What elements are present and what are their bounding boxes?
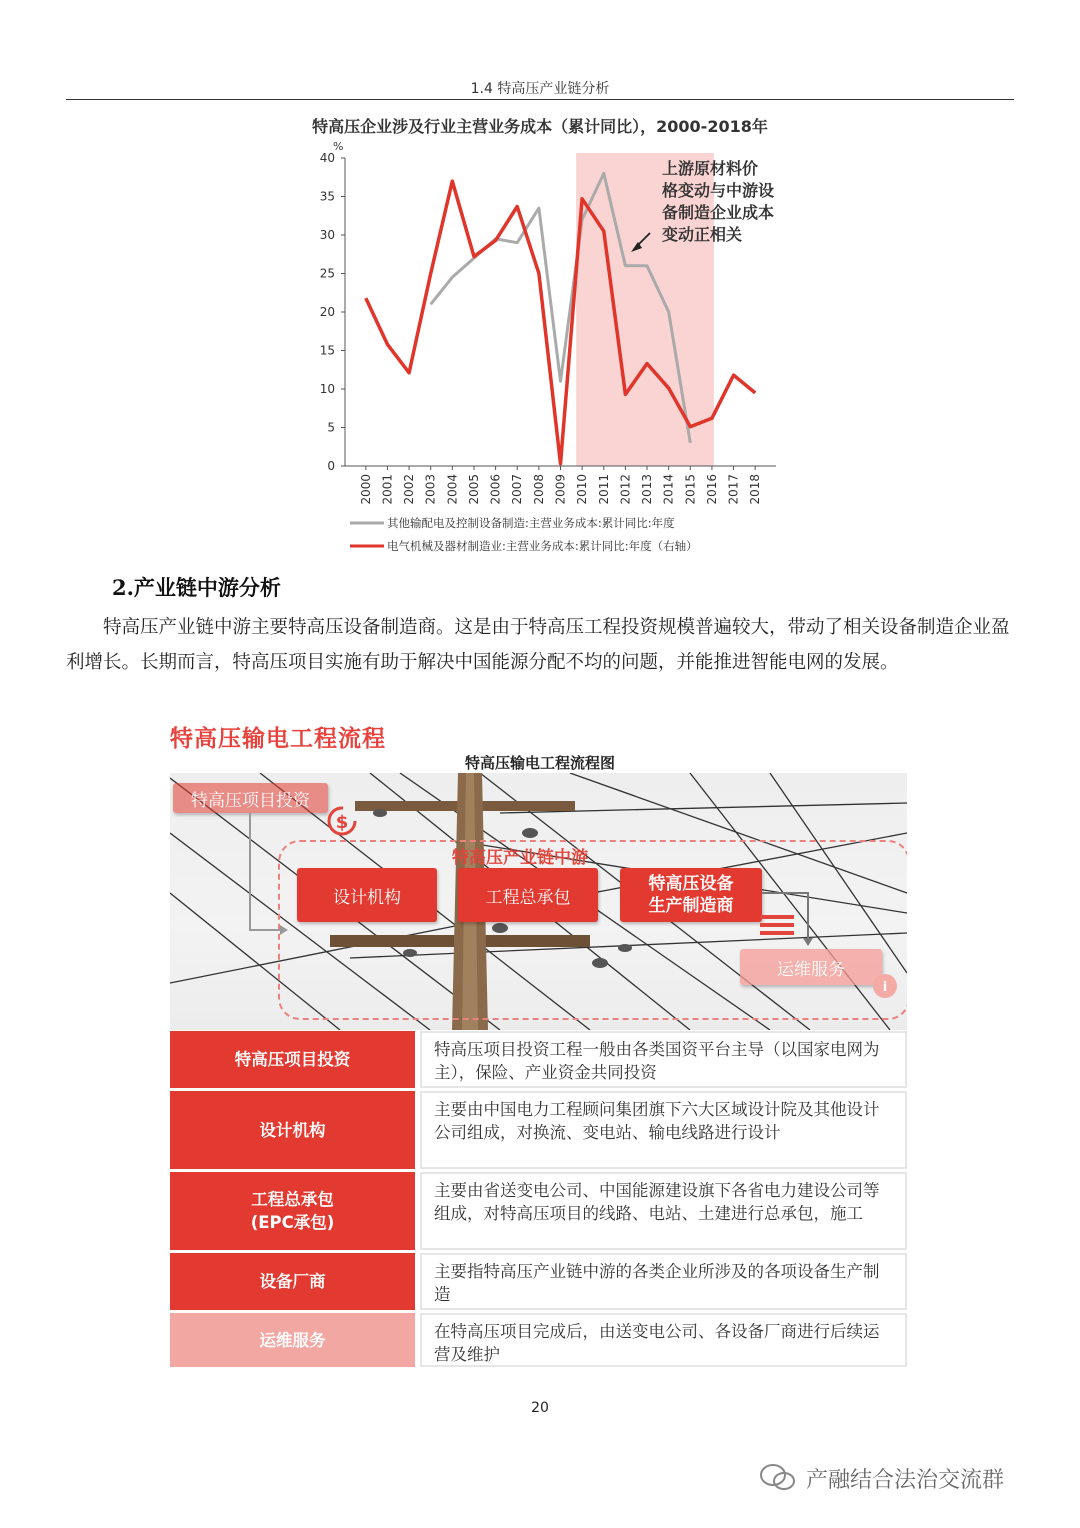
- x-tick-label: 2011: [596, 474, 611, 505]
- invest-box: 特高压项目投资: [173, 783, 328, 813]
- x-tick-label: 2018: [748, 474, 763, 505]
- x-tick-label: 2004: [445, 474, 460, 505]
- x-tick-label: 2010: [575, 474, 590, 505]
- table-row: [170, 1253, 907, 1310]
- chart-annotation-line: 备制造企业成本: [662, 203, 775, 222]
- y-tick-label: 0: [327, 459, 335, 473]
- page-number: 20: [531, 1400, 549, 1416]
- y-tick-label: 15: [319, 343, 335, 358]
- info-icon: [868, 969, 902, 1003]
- y-tick-label: 25: [319, 266, 335, 281]
- x-tick-label: 2000: [358, 474, 373, 505]
- section-paragraph: 特高压产业链中游主要特高压设备制造商。这是由于特高压工程投资规模普遍较大，带动了相关设备制造企业盈利增长。长期而言，特高压项目实施有助于解决中国能源分配不均的问题，并能推进智能电网的发展。: [66, 617, 1010, 673]
- header-rule: [66, 99, 1014, 100]
- row-description: 主要由中国电力工程顾问集团旗下六大区域设计院及其他设计公司组成，对换流、变电站、输电线路进行设计: [420, 1091, 907, 1169]
- svg-text:i: i: [882, 980, 888, 995]
- flow-heading: 特高压输电工程流程: [170, 726, 386, 752]
- watermark: [758, 1462, 1004, 1494]
- power-line-photo: [170, 773, 907, 1030]
- row-label: 特高压项目投资: [170, 1031, 415, 1088]
- y-tick-label: 5: [327, 420, 335, 435]
- x-tick-label: 2009: [553, 474, 568, 505]
- y-tick-label: 40: [319, 151, 335, 165]
- x-tick-label: 2006: [488, 474, 503, 505]
- x-tick-label: 2016: [704, 474, 719, 505]
- table-row: [170, 1313, 907, 1367]
- y-tick-label: 20: [319, 305, 335, 319]
- legend-label: 电气机械及器材制造业:主营业务成本:累计同比:年度（右轴）: [387, 539, 698, 553]
- svg-text:$: $: [335, 812, 349, 833]
- watermark-text: 产融结合法治交流群: [806, 1467, 1005, 1493]
- x-tick-label: 2008: [531, 474, 546, 505]
- x-tick-label: 2001: [380, 474, 395, 505]
- chart-title: 特高压企业涉及行业主营业务成本（累计同比），2000-2018年: [312, 117, 768, 136]
- service-arrow: [760, 888, 820, 948]
- flow-subtitle: 特高压输电工程流程图: [464, 754, 615, 772]
- wechat-icon: [758, 1462, 798, 1494]
- design-institute-box: 设计机构: [297, 868, 437, 922]
- row-description: 在特高压项目完成后，由送变电公司、各设备厂商进行后续运营及维护: [420, 1313, 907, 1367]
- table-row: [170, 1031, 907, 1088]
- row-label: [170, 1172, 415, 1250]
- x-tick-label: 2017: [726, 474, 741, 505]
- midstream-label: 特高压产业链中游: [452, 848, 588, 868]
- x-tick-label: 2015: [683, 474, 698, 505]
- row-label-text: 工程总承包(EPC承包): [250, 1190, 335, 1232]
- manufacturer-label: 特高压设备生产制造商: [648, 874, 734, 916]
- legend-label: 其他输配电及控制设备制造:主营业务成本:累计同比:年度: [387, 516, 675, 530]
- x-tick-label: 2003: [423, 474, 438, 505]
- chart-annotation-line: 上游原材料价: [662, 159, 759, 178]
- row-label: 运维服务: [170, 1313, 415, 1367]
- table-row: [170, 1172, 907, 1250]
- line-chart: [290, 138, 790, 563]
- chart-annotation-line: 变动正相关: [662, 225, 743, 244]
- service-box: 运维服务: [740, 949, 882, 985]
- x-tick-label: 2014: [661, 474, 676, 505]
- y-tick-label: 10: [319, 382, 335, 396]
- x-tick-label: 2013: [640, 474, 655, 505]
- y-axis-label: %: [333, 140, 344, 153]
- epc-box: 工程总承包: [458, 868, 598, 922]
- row-description: 主要由省送变电公司、中国能源建设旗下各省电力建设公司等组成，对特高压项目的线路、电站、土建进行总承包，施工: [420, 1172, 907, 1250]
- manufacturer-box: [620, 868, 762, 922]
- x-tick-label: 2002: [402, 474, 417, 505]
- running-header: 1.4 特高压产业链分析: [470, 81, 610, 97]
- table-row: [170, 1091, 907, 1169]
- row-label: 设备厂商: [170, 1253, 415, 1310]
- x-tick-label: 2012: [618, 474, 633, 505]
- section-title: 2.产业链中游分析: [112, 575, 281, 600]
- chart-annotation-line: 格变动与中游设: [662, 181, 775, 200]
- y-tick-label: 35: [319, 189, 335, 204]
- row-description: 主要指特高压产业链中游的各类企业所涉及的各项设备生产制造: [420, 1253, 907, 1310]
- x-tick-label: 2005: [466, 474, 481, 505]
- row-label: 设计机构: [170, 1091, 415, 1169]
- y-tick-label: 30: [319, 228, 335, 242]
- x-tick-label: 2007: [510, 474, 525, 505]
- row-description: 特高压项目投资工程一般由各类国资平台主导（以国家电网为主），保险、产业资金共同投资: [420, 1031, 907, 1088]
